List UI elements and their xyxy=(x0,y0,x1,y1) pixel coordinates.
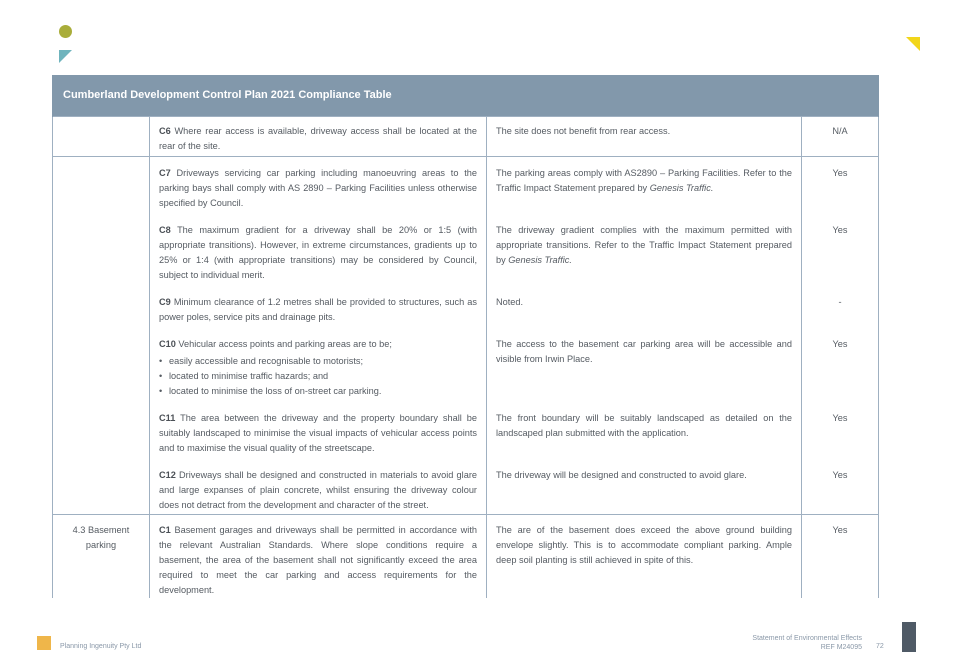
requirement-cell xyxy=(150,331,487,405)
comment-cell xyxy=(487,157,802,218)
comment-text: The driveway gradient complies with the maximum permitted with appropriate transitions. Refer to the Traffic Impact Statement prepared by xyxy=(496,225,792,265)
table-row xyxy=(53,157,879,218)
clause-id: C11 xyxy=(159,413,176,423)
bullet-icon: • xyxy=(159,386,163,396)
requirement-cell xyxy=(150,289,487,331)
comment-cell xyxy=(487,331,802,405)
comment-cell xyxy=(487,289,802,331)
requirement-cell xyxy=(150,157,487,218)
clause-id: C8 xyxy=(159,225,171,235)
table-row xyxy=(53,331,879,405)
requirement-text: Where rear access is available, driveway access shall be located at the rear of the site. xyxy=(159,126,477,151)
table-row xyxy=(53,289,879,331)
comment-cell xyxy=(487,515,802,599)
footer-reference: REF M24095 xyxy=(820,644,862,651)
clause-id: C12 xyxy=(159,470,176,480)
page-number: 72 xyxy=(876,643,884,650)
requirement-text: Driveways shall be designed and constructed in materials to avoid glare and large expanses of plain concrete, whilst ensuring the driveway colour does not detract from the development and character of the street. xyxy=(159,470,477,510)
clause-id: C7 xyxy=(159,168,171,178)
comment-italic-text: Genesis Traffic. xyxy=(508,255,572,265)
table-title: Cumberland Development Control Plan 2021 Compliance Table xyxy=(53,75,879,117)
table-row xyxy=(53,462,879,515)
status-cell xyxy=(802,331,879,405)
status-text: Yes xyxy=(832,413,848,423)
list-item xyxy=(159,384,477,399)
comment-cell xyxy=(487,117,802,157)
logo-circle-icon xyxy=(59,25,72,38)
status-cell xyxy=(802,515,879,599)
requirement-text: The maximum gradient for a driveway shall be 20% or 1:5 (with appropriate transitions). However, in extreme circumstances, gradients up to 25% or 1:4 (with appropriate transitions) may be considered by Council, subject to individual merit. xyxy=(159,225,477,280)
requirement-cell xyxy=(150,462,487,515)
bullet-icon: • xyxy=(159,371,163,381)
table-row xyxy=(53,217,879,289)
list-item-text: located to minimise traffic hazards; and xyxy=(169,371,329,381)
clause-id: C10 xyxy=(159,339,176,349)
requirement-text: The area between the driveway and the property boundary shall be suitably landscaped to minimise the visual impacts of vehicular access points and to maximise the visual quality of the streetscape. xyxy=(159,413,477,453)
requirement-cell xyxy=(150,117,487,157)
section-label: 4.3 Basement parking xyxy=(72,525,130,550)
status-text: N/A xyxy=(832,126,848,136)
bullet-list xyxy=(159,354,477,399)
table-row xyxy=(53,117,879,157)
section-cell xyxy=(53,515,150,599)
comment-italic-text: Genesis Traffic. xyxy=(649,183,714,193)
comment-text: Noted. xyxy=(496,297,524,307)
comment-cell xyxy=(487,217,802,289)
comment-text: The are of the basement does exceed the above ground building envelope slightly. This is to accommodate compliant parking. Ample deep soil planting is still achieved in spite of this. xyxy=(496,525,792,565)
status-text: Yes xyxy=(832,525,848,535)
bullet-icon: • xyxy=(159,356,163,366)
requirement-cell xyxy=(150,217,487,289)
status-cell xyxy=(802,117,879,157)
list-item xyxy=(159,369,477,384)
requirement-text: Driveways servicing car parking including manoeuvring areas to the parking bays shall comply with AS 2890 – Parking Facilities unless otherwise specified by Council. xyxy=(159,168,477,208)
table-row xyxy=(53,405,879,462)
footer-doc-title: Statement of Environmental Effects xyxy=(752,635,862,642)
status-text: Yes xyxy=(832,225,848,235)
requirement-text: Minimum clearance of 1.2 metres shall be provided to structures, such as power poles, service pits and drainage pits. xyxy=(159,297,477,322)
compliance-table xyxy=(52,75,879,598)
status-cell xyxy=(802,462,879,515)
footer-document-info xyxy=(752,634,862,652)
status-text: - xyxy=(838,297,842,307)
requirement-text: Vehicular access points and parking areas are to be; xyxy=(178,339,392,349)
footer-accent-bar xyxy=(902,622,916,652)
status-text: Yes xyxy=(832,339,848,349)
comment-text: The site does not benefit from rear access. xyxy=(496,126,671,136)
clause-id: C6 xyxy=(159,126,171,136)
list-item-text: easily accessible and recognisable to motorists; xyxy=(169,356,364,366)
status-cell xyxy=(802,157,879,218)
comment-cell xyxy=(487,462,802,515)
comment-cell xyxy=(487,405,802,462)
status-cell xyxy=(802,405,879,462)
requirement-cell xyxy=(150,405,487,462)
comment-text: The driveway will be designed and constructed to avoid glare. xyxy=(496,470,747,480)
logo-triangle-icon xyxy=(59,50,72,63)
comment-text: The parking areas comply with AS2890 – Parking Facilities. Refer to the Traffic Impact Statement prepared by xyxy=(496,168,792,193)
list-item xyxy=(159,354,477,369)
section-cell xyxy=(53,117,150,157)
comment-text: The front boundary will be suitably landscaped as detailed on the landscaped plan submitted with the application. xyxy=(496,413,792,438)
requirement-text: Basement garages and driveways shall be permitted in accordance with the relevant Australian Standards. Where slope conditions require a basement, the area of the basement shall not significantly exceed the area required to meet the car parking and access requirements for the development. xyxy=(159,525,477,595)
list-item-text: located to minimise the loss of on-street car parking. xyxy=(169,386,382,396)
corner-accent-icon xyxy=(906,37,920,51)
clause-id: C9 xyxy=(159,297,171,307)
clause-id: C1 xyxy=(159,525,171,535)
status-cell xyxy=(802,217,879,289)
footer-logo-icon xyxy=(37,636,51,650)
section-cell xyxy=(53,157,150,515)
footer-company: Planning Ingenuity Pty Ltd xyxy=(60,643,142,650)
requirement-cell xyxy=(150,515,487,599)
comment-text: The access to the basement car parking area will be accessible and visible from Irwin Place. xyxy=(496,339,792,364)
status-text: Yes xyxy=(832,470,848,480)
status-cell xyxy=(802,289,879,331)
status-text: Yes xyxy=(832,168,848,178)
table-row xyxy=(53,515,879,599)
